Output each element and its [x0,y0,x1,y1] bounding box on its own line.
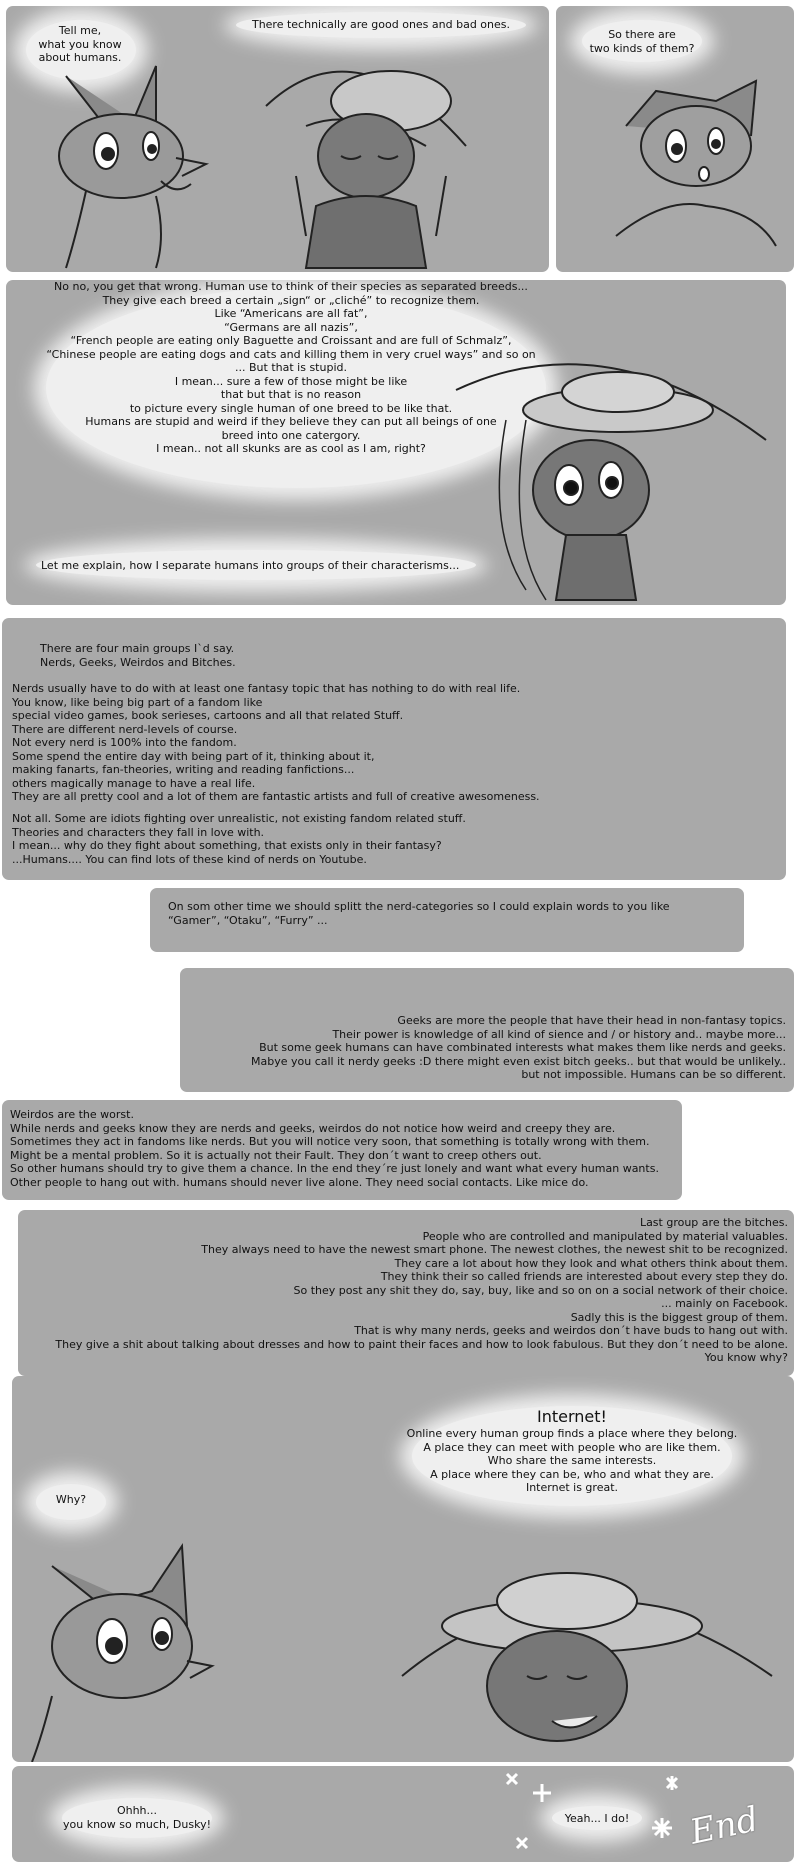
bitches-text: Last group are the bitches. People who are controlled and manipulated by material valuables. They always need to have the newest smart phone. The newest clothes, the newest shit to be recognized. They care a lot about how they look and what others think about them. They think their so called friends are interested about every step they do. So they post any shit they do, say, buy, like and so on on a social network of their choice. ... mainly on Facebook. Sadly this is the biggest group of them. That is why many nerds, geeks and weirdos don´t have buds to hang out with. They give a shit about talking about dresses and how to paint their faces and how to look fabulous. But they don´t need to be alone. You know why? [55,1216,788,1364]
panel-humans-question [6,6,549,272]
sparkle-icons [507,1774,677,1848]
panel-end [12,1766,794,1862]
block-geeks [180,968,794,1092]
groups-intro: There are four main groups I`d say. Nerds, Geeks, Weirdos and Bitches. [40,642,236,669]
nerds-description: Nerds usually have to do with at least one fantasy topic that has nothing to do with real life. You know, like being big part of a fandom like special video games, book serieses, cartoons and all that related Stuff. There are different nerd-levels of course. Not every nerd is 100% into the fandom. Some spend the entire day with being part of it, thinking about it, making fanarts, fan-theories, writing and reading fanfictions... others magically manage to have a real life. They are all pretty cool and a lot of them are fantastic artists and full of creative awesomeness. [12,682,540,803]
nerds-description-2: Not all. Some are idiots fighting over unrealistic, not existing fandom related stuff. Theories and characters they fall in love with. I mean... why do they fight about something, that exists only in their fantasy? ...Humans.... You can find lots of these kind of nerds on Youtube. [12,812,466,866]
fox-character [616,81,776,246]
speech-internet: Online every human group finds a place where they belong. A place they can meet with people who are like them. Who share the same interests. A place where they can be, who and what they are. Internet is great. [406,1427,738,1494]
weirdos-text: Weirdos are the worst. While nerds and geeks know they are nerds and geeks, weirdos do not notice how weird and creepy they are. Sometimes they act in fandoms like nerds. But you will notice very soon, that something is totally wrong with them. Might be a mental problem. So it is actually not their Fault. They don´t want to creep others out. So other humans should try to give them a chance. In the end they´re just lonely and want what every human wants. Other people to hang out with. humans should never live alone. They need social contacts. Like mice do. [10,1108,659,1189]
speech-breeds: No no, you get that wrong. Human use to think of their species as separated breeds... They give each breed a certain „sign“ or „cliché” to recognize them. Like “Americans are all fat”, “Germans are all nazis”, “French people are eating only Baguette and Croissant and are full of Schmalz”, “Chinese people are eating dogs and cats and killing them in very cruel ways” and so on ... But that is stupid. I mean... sure a few of those might be like that but that is no reason to picture every single human of one breed to be like that. Humans are stupid and weird if they believe they can put all beings of one breed into one catergory. I mean.. not all skunks are as cool as I am, right? [46,280,536,455]
geeks-text: Geeks are more the people that have their head in non-fantasy topics. Their power is knowledge of all kind of sience and / or history and.. maybe more... But some geek humans can have combinated interests what makes them like nerds and geeks. Mabye you call it nerdy geeks :D there might even exist bitch geeks.. but that would be unlikely.. but not impossible. Humans can be so different. [251,1014,786,1081]
end-mark: End [686,1799,762,1853]
skunk-character [266,71,466,268]
block-bitches [18,1210,794,1376]
fox-character [59,66,206,268]
nerd-categories-text: On som other time we should splitt the nerd-categories so I could explain words to you like “Gamer”, “Otaku”, “Furry” ... [168,900,670,927]
speech-ohhh: Ohhh... you know so much, Dusky! [62,1804,211,1831]
speech-good-and-bad: There technically are good ones and bad ones. [251,18,511,31]
block-weirdos [2,1100,682,1200]
internet-heading: Internet! [537,1407,607,1426]
panel-two-kinds [556,6,794,272]
speech-two-kinds: So there are two kinds of them? [589,28,695,55]
panel-internet [12,1376,794,1762]
panel-breeds-explanation [6,280,786,605]
speech-yeah-i-do: Yeah... I do! [564,1812,630,1825]
block-nerd-categories [150,888,744,952]
speech-let-me-explain: Let me explain, how I separate humans into groups of their characterisms... [41,559,460,572]
speech-tell-me: Tell me, what you know about humans. [38,24,122,64]
speech-why: Why? [55,1493,87,1506]
skunk-character [402,1573,772,1741]
block-four-groups [2,618,786,880]
fox-character [32,1546,212,1762]
